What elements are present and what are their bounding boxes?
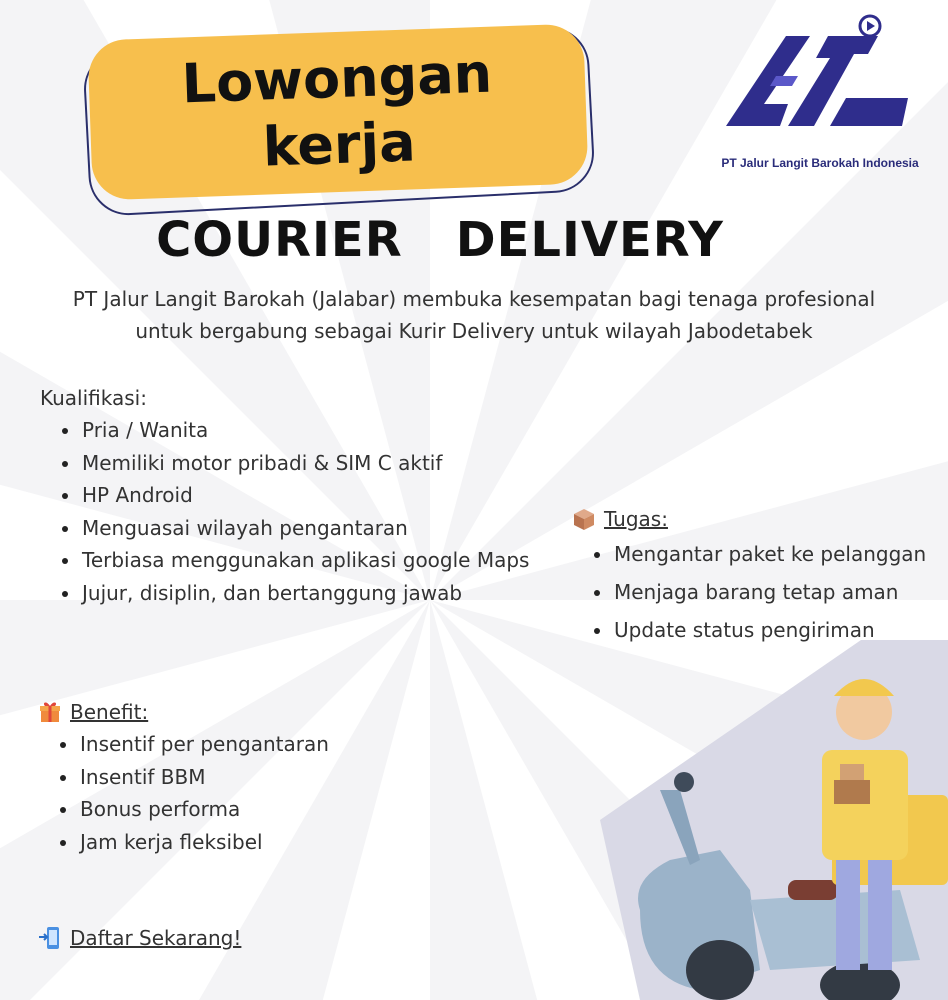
benefit-list: [58, 728, 478, 858]
tugas-item: Update status pengiriman: [592, 611, 942, 649]
kualifikasi-section: [40, 382, 560, 609]
tugas-item: Menjaga barang tetap aman: [592, 573, 942, 611]
benefit-item: Bonus performa: [58, 793, 478, 826]
kualifikasi-heading: Kualifikasi:: [40, 386, 147, 410]
company-name: PT Jalur Langit Barokah Indonesia: [721, 156, 919, 170]
intro-paragraph: PT Jalur Langit Barokah (Jalabar) membuka kesempatan bagi tenaga profesional untuk bergabung sebagai Kurir Delivery untuk wilayah Jabodetabek: [72, 287, 876, 343]
kualifikasi-item: Terbiasa menggunakan aplikasi google Maps: [60, 544, 560, 577]
benefit-heading-row: [38, 696, 478, 728]
benefit-item: Insentif per pengantaran: [58, 728, 478, 761]
benefit-heading: Benefit:: [70, 700, 149, 724]
kualifikasi-item: Jujur, disiplin, dan bertanggung jawab: [60, 577, 560, 610]
benefit-item: Jam kerja fleksibel: [58, 826, 478, 859]
tugas-heading-row: [572, 503, 942, 535]
kualifikasi-item: Memiliki motor pribadi & SIM C aktif: [60, 447, 560, 480]
gift-icon: [38, 700, 62, 724]
kualifikasi-item: Pria / Wanita: [60, 414, 560, 447]
package-icon: [572, 507, 596, 531]
tugas-list: [592, 535, 942, 649]
benefit-item: Insentif BBM: [58, 761, 478, 794]
kualifikasi-list: [60, 414, 560, 609]
company-logo: [700, 14, 940, 184]
kualifikasi-item: Menguasai wilayah pengantaran: [60, 512, 560, 545]
jlb-monogram-logo-icon: [718, 14, 918, 144]
tugas-section: [572, 503, 942, 649]
register-cta[interactable]: [38, 926, 241, 950]
tugas-item: Mengantar paket ke pelanggan: [592, 535, 942, 573]
job-title: COURIER DELIVERY: [156, 212, 724, 268]
headline-line-2: kerja: [261, 110, 417, 179]
headline-line-1: Lowongan: [180, 41, 494, 116]
mobile-arrow-icon: [38, 926, 62, 950]
register-link[interactable]: Daftar Sekarang!: [70, 926, 242, 950]
headline-banner: [80, 24, 600, 204]
courier-scooter-illustration: [600, 640, 948, 1000]
tugas-heading: Tugas:: [604, 507, 668, 531]
headline-box: [87, 23, 588, 200]
kualifikasi-item: HP Android: [60, 479, 560, 512]
benefit-section: [38, 696, 478, 858]
